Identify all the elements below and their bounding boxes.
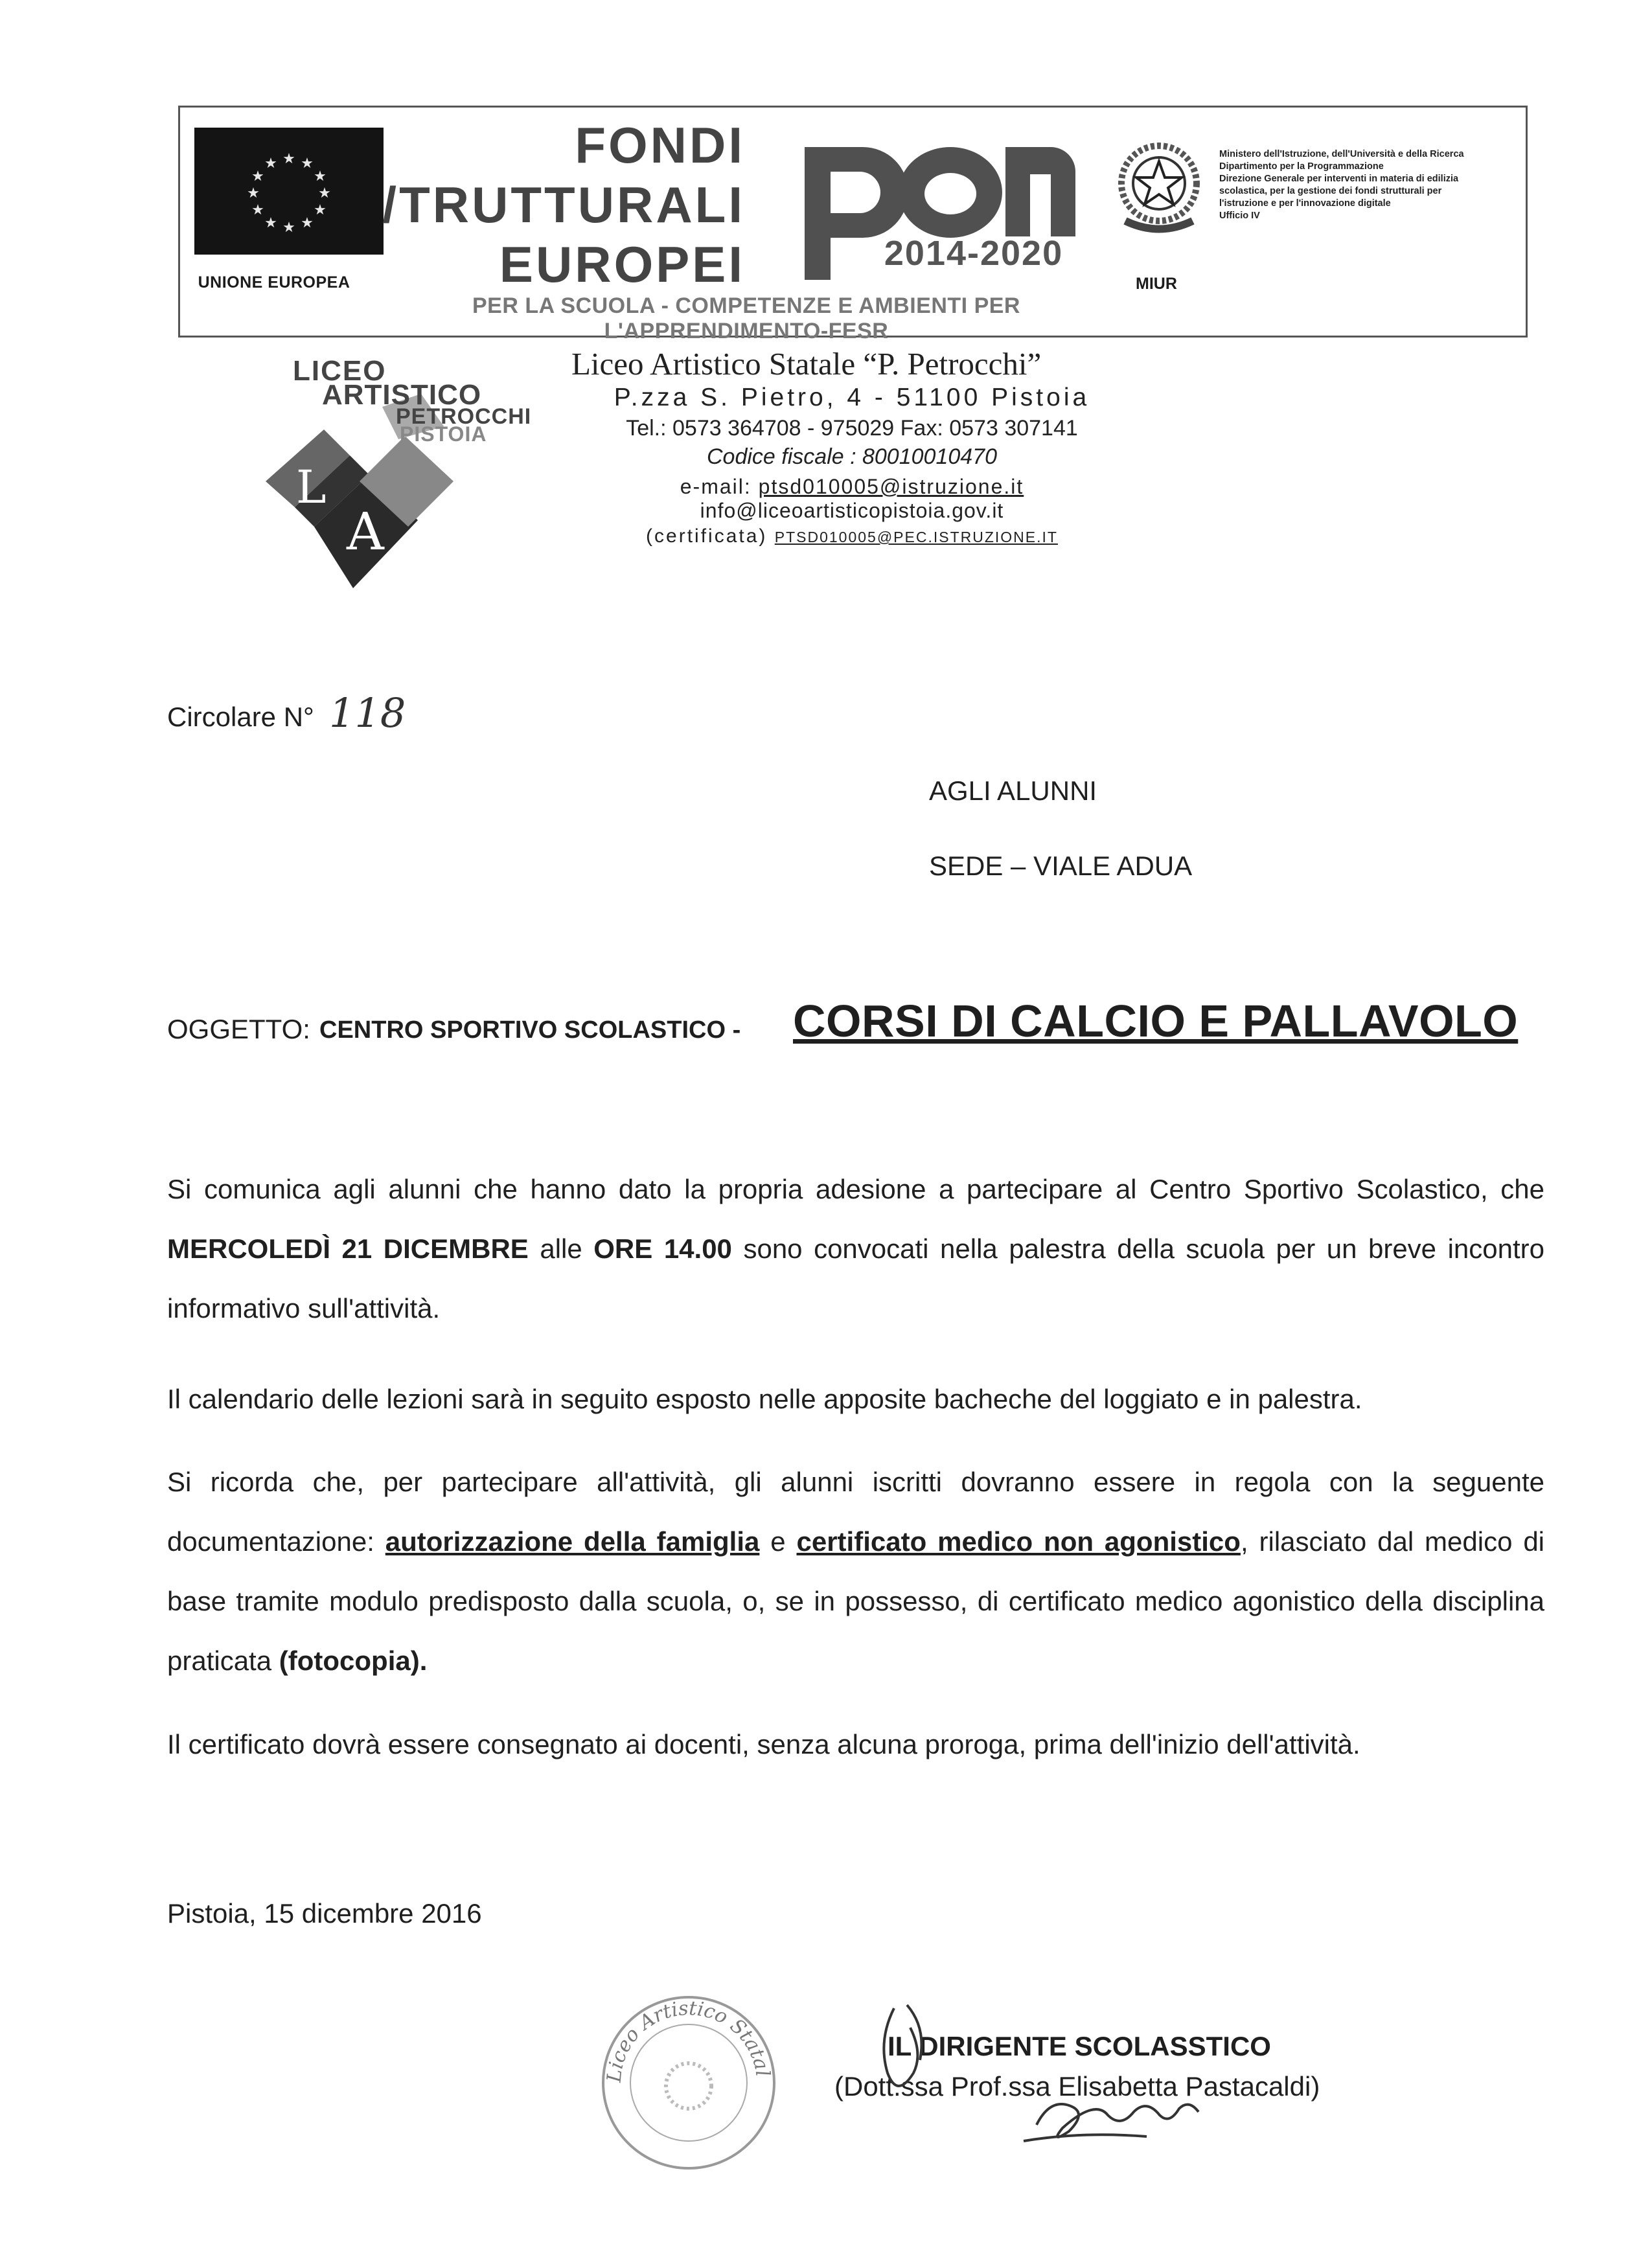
- svg-text:★: ★: [247, 185, 260, 201]
- p3-text: , rilasciato dal medico di base tramite modulo predisposto dalla scuola, o, se in possesso, di certificato medico agonistico della disciplina praticata: [167, 1526, 1545, 1676]
- ministry-text: [1219, 148, 1524, 222]
- p3-authorization: autorizzazione della famiglia: [385, 1526, 760, 1557]
- school-info-email[interactable]: info@liceoartisticopistoia.gov.it: [700, 499, 1004, 522]
- recipient-line: SEDE – VIALE ADUA: [929, 851, 1193, 881]
- fondi-line-3: EUROPEI: [499, 236, 745, 293]
- svg-text:★: ★: [314, 168, 327, 185]
- pon-years: 2014-2020: [884, 234, 1064, 273]
- school-name: Liceo Artistico Statale “P. Petrocchi”: [571, 346, 1042, 382]
- pec-label: (certificata): [646, 525, 775, 547]
- pec-link[interactable]: PTSD010005@PEC.ISTRUZIONE.IT: [774, 529, 1058, 545]
- school-stamp-icon: [595, 1989, 783, 2177]
- paragraph-deadline: Il certificato dovrà essere consegnato ai docenti, senza alcuna proroga, prima dell'inizio dell'attività.: [167, 1729, 1360, 1759]
- school-phone: Tel.: 0573 364708 - 975029 Fax: 0573 307141: [626, 416, 1078, 441]
- svg-text:★: ★: [264, 215, 277, 231]
- signatory-name: (Dott.ssa Prof.ssa Elisabetta Pastacaldi): [834, 2071, 1320, 2102]
- logo-text-artistico: ARTISTICO: [322, 379, 482, 411]
- svg-text:★: ★: [251, 202, 264, 218]
- svg-text:L: L: [296, 461, 327, 514]
- ministry-line: Dipartimento per la Programmazione: [1219, 161, 1384, 172]
- svg-text:A: A: [347, 501, 384, 562]
- logo-text-petrocchi: PETROCCHI: [396, 404, 532, 429]
- letter-date: Pistoia, 15 dicembre 2016: [167, 1898, 482, 1929]
- school-pec-line: [564, 525, 1140, 547]
- svg-text:★: ★: [282, 151, 295, 167]
- miur-label: MIUR: [1136, 275, 1177, 293]
- p1-date: MERCOLEDÌ 21 DICEMBRE: [167, 1233, 529, 1264]
- recipient-line: AGLI ALUNNI: [929, 775, 1097, 806]
- circolare-label: Circolare N°: [167, 702, 314, 732]
- email-label: e-mail:: [680, 475, 759, 498]
- p3-text: e: [759, 1526, 797, 1557]
- ministry-line: Ufficio IV: [1219, 211, 1260, 221]
- svg-text:★: ★: [301, 215, 314, 231]
- paragraph-calendar: Il calendario delle lezioni sarà in seguito esposto nelle apposite bacheche del loggiato e in palestra.: [167, 1384, 1362, 1414]
- ministry-line: l'istruzione e per l'innovazione digitale: [1219, 198, 1391, 209]
- svg-text:★: ★: [314, 202, 327, 218]
- paragraph-documentation: [167, 1452, 1544, 1691]
- logo-text-pistoia: PISTOIA: [400, 422, 487, 446]
- oggetto-center: CENTRO SPORTIVO SCOLASTICO -: [319, 1016, 741, 1044]
- fondi-line-1: FONDI: [575, 117, 745, 174]
- p1-text: Si comunica agli alunni che hanno dato la propria adesione a partecipare al Centro Sportivo Scolastico, che: [167, 1174, 1544, 1204]
- stamp-text: Liceo Artistico Statal: [602, 1997, 774, 2083]
- paragraph-convocation: [167, 1160, 1544, 1338]
- ministry-line: Ministero dell'Istruzione, dell'Università e della Ricerca: [1219, 149, 1464, 159]
- logo-text-liceo: LICEO: [293, 355, 387, 387]
- eu-flag-icon: [194, 128, 384, 255]
- school-email-line: [564, 475, 1140, 499]
- p1-time: ORE 14.00: [593, 1233, 732, 1264]
- p3-photocopy: (fotocopia).: [279, 1645, 428, 1676]
- svg-text:★: ★: [251, 168, 264, 185]
- fondi-line-2: /TRUTTURALI: [382, 176, 745, 233]
- school-address: P.zza S. Pietro, 4 - 51100 Pistoia: [614, 384, 1090, 411]
- svg-text:Liceo Artistico Statale Pistoi: [595, 1989, 774, 2084]
- svg-text:★: ★: [301, 155, 314, 172]
- oggetto-label: OGGETTO:: [167, 1014, 310, 1044]
- svg-text:★: ★: [264, 155, 277, 172]
- fondi-strutturali-logo-text: [382, 115, 745, 294]
- signatory-title: IL DIRIGENTE SCOLASSTICO: [888, 2031, 1271, 2061]
- eu-label: UNIONE EUROPEA: [198, 273, 350, 292]
- italian-republic-emblem-icon: [1109, 137, 1210, 237]
- oggetto-title: CORSI DI CALCIO E PALLAVOLO: [793, 996, 1519, 1046]
- p3-text: Si ricorda che, per partecipare all'attività, gli alunni iscritti dovranno essere in regola con la seguente documentazione:: [167, 1467, 1544, 1557]
- ministry-line: Direzione Generale per interventi in materia di edilizia: [1219, 174, 1459, 184]
- fesr-tagline: PER LA SCUOLA - COMPETENZE E AMBIENTI PER L'APPRENDIMENTO-FESR: [472, 293, 1020, 343]
- ministry-line: scolastica, per la gestione dei fondi strutturali per: [1219, 186, 1442, 196]
- svg-text:★: ★: [318, 185, 331, 201]
- p3-medical-certificate: certificato medico non agonistico: [796, 1526, 1241, 1557]
- circolare-number-handwritten: 118: [329, 689, 406, 737]
- p1-text: sono convocati nella palestra della scuola per un breve incontro informativo sull'attività.: [167, 1233, 1544, 1323]
- handwritten-signature-icon: [875, 2002, 1237, 2151]
- school-codice-fiscale: Codice fiscale : 80010010470: [707, 444, 997, 469]
- svg-text:★: ★: [282, 220, 295, 236]
- p1-text: alle: [528, 1233, 594, 1264]
- email-link[interactable]: ptsd010005@istruzione.it: [758, 475, 1024, 498]
